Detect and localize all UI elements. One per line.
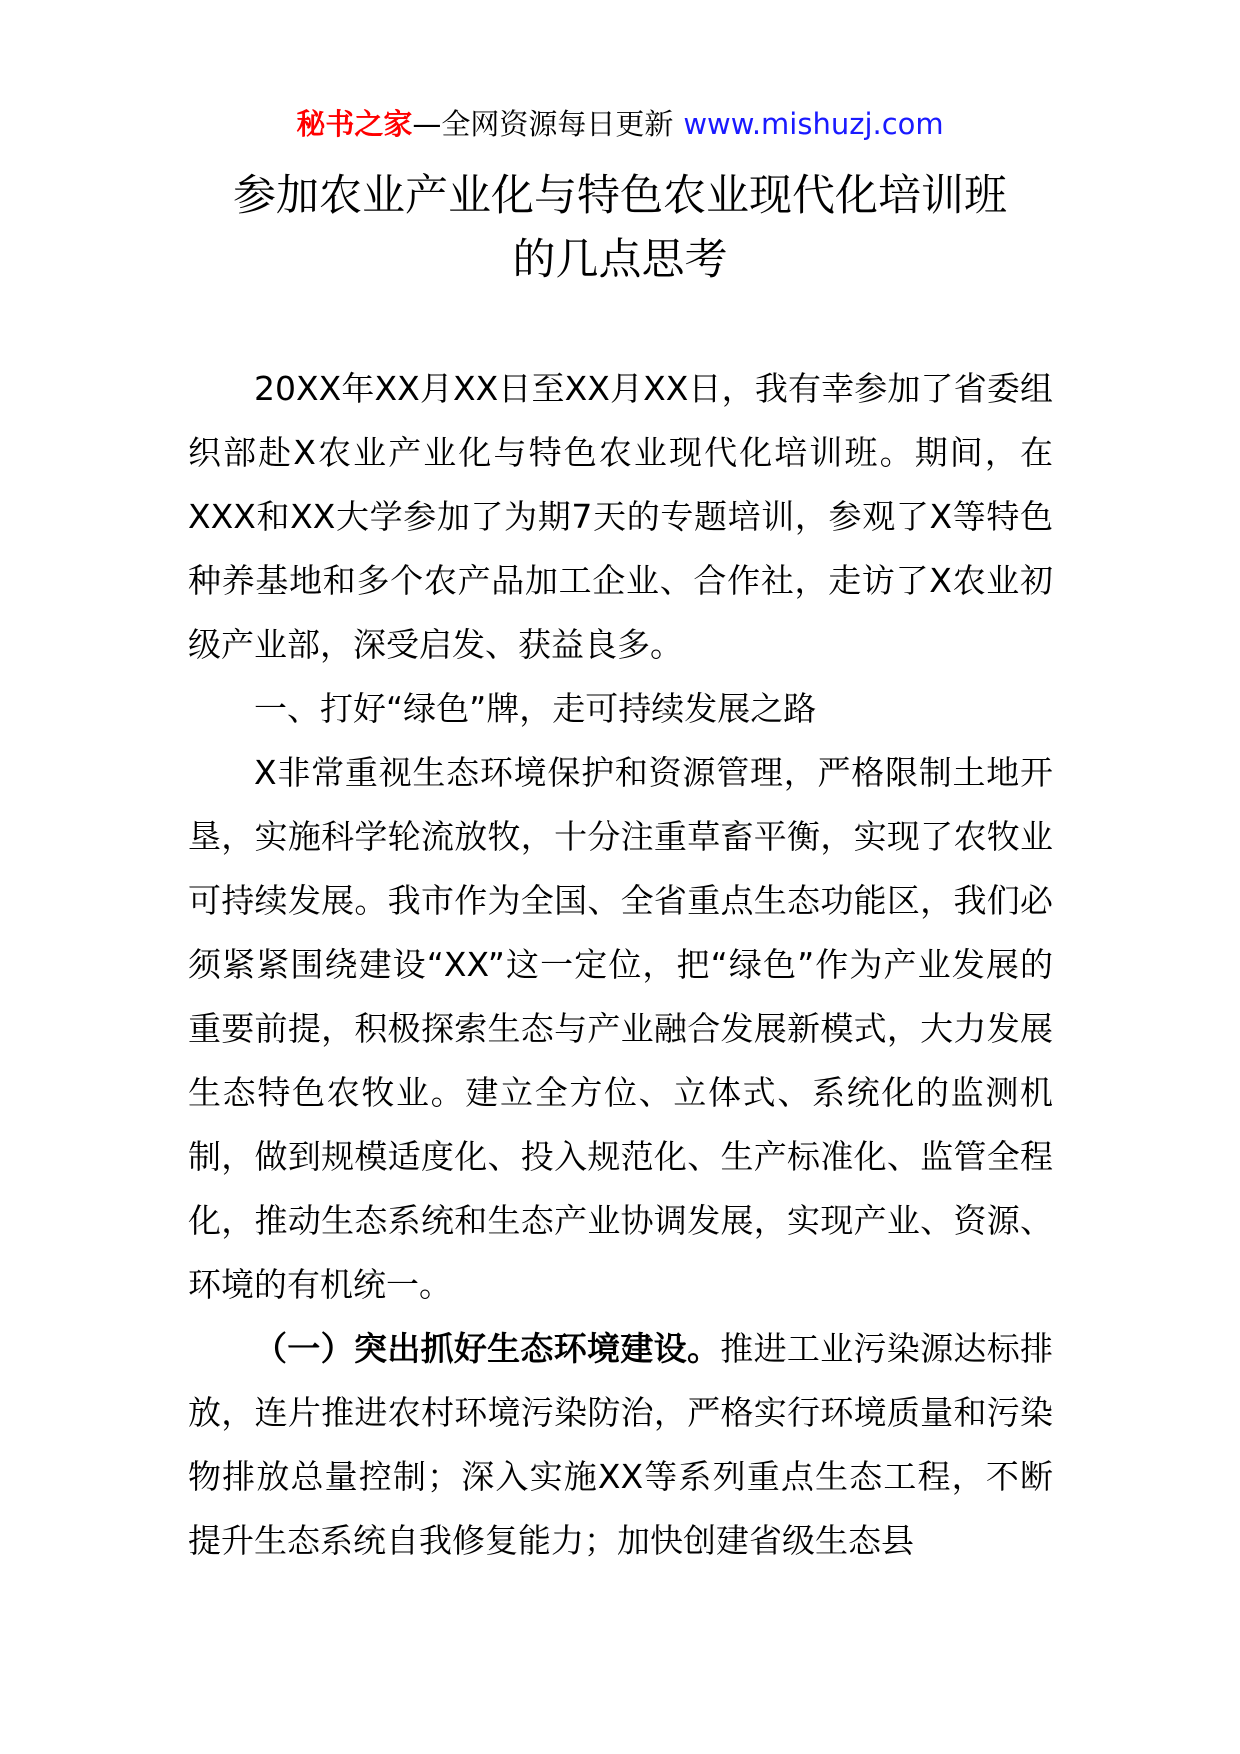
subsection-heading: （一）突出抓好生态环境建设。 bbox=[254, 1329, 721, 1368]
body-paragraph: X非常重视生态环境保护和资源管理，严格限制土地开垦，实施科学轮流放牧，十分注重草畜平衡，实现了农牧业可持续发展。我市作为全国、全省重点生态功能区，我们必须紧紧围绕建设“XX”这一定位，把“绿色”作为产业发展的重要前提，积极探索生态与产业融合发展新模式，大力发展生态特色农牧业。建立全方位、立体式、系统化的监测机制，做到规模适度化、投入规范化、生产标准化、监管全程化，推动生态系统和生态产业协调发展，实现产业、资源、环境的有机统一。 bbox=[188, 753, 1053, 1304]
section-heading: 一、打好“绿色”牌，走可持续发展之路 bbox=[254, 689, 817, 728]
subsection-text: 推进工业污染源达标排放，连片推进农村环境污染防治，严格实行环境质量和污染物排放总量控制；深入实施XX等系列重点生态工程，不断提升生态系统自我修复能力；加快创建省级生态县 bbox=[188, 1329, 1054, 1560]
site-banner bbox=[0, 104, 1240, 144]
brand-name: 秘书之家 bbox=[296, 107, 413, 141]
title-line-1: 参加农业产业化与特色农业现代化培训班 bbox=[233, 171, 1007, 221]
document-body bbox=[188, 357, 1053, 1573]
banner-tagline: —全网资源每日更新 bbox=[412, 107, 674, 141]
document-title bbox=[0, 164, 1240, 292]
title-line-2: 的几点思考 bbox=[512, 235, 728, 285]
intro-paragraph: 20XX年XX月XX日至XX月XX日，我有幸参加了省委组织部赴X农业产业化与特色农业现代化培训班。期间，在XXX和XX大学参加了为期7天的专题培训，参观了X等特色种养基地和多个农产品加工企业、合作社，走访了X农业初级产业部，深受启发、获益良多。 bbox=[188, 369, 1053, 664]
site-url[interactable]: www.mishuzj.com bbox=[683, 107, 944, 141]
subsection-paragraph bbox=[188, 1317, 1053, 1573]
